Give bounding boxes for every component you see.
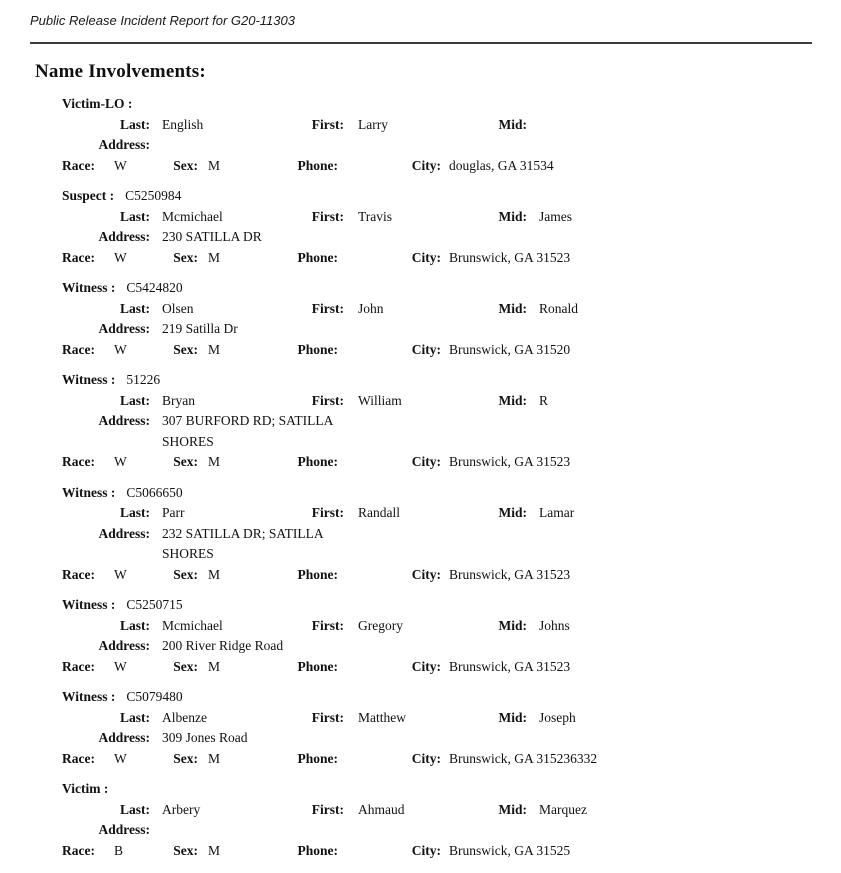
mid-value: Ronald <box>539 300 578 316</box>
first-label: First: <box>311 208 344 224</box>
role-row <box>62 483 841 504</box>
sex-label: Sex: <box>173 341 198 357</box>
city-value: Brunswick, GA 315236332 <box>449 750 598 766</box>
role-label: Witness : <box>62 689 116 704</box>
race-value: W <box>114 454 127 469</box>
person-record <box>62 483 841 586</box>
first-value: Gregory <box>358 617 403 633</box>
role-label: Witness : <box>62 280 116 295</box>
role-row <box>62 370 841 391</box>
phone-label: Phone: <box>297 249 338 265</box>
city-label: City: <box>411 157 441 173</box>
address-label: Address: <box>98 822 150 837</box>
role-label: Witness : <box>62 372 116 387</box>
address-row <box>62 411 841 452</box>
first-value: Travis <box>358 208 393 224</box>
address-label: Address: <box>98 321 150 336</box>
race-label: Race: <box>62 842 95 858</box>
city-label: City: <box>411 842 441 858</box>
name-row <box>62 207 841 228</box>
last-value: Bryan <box>162 392 195 408</box>
phone-label: Phone: <box>297 658 338 674</box>
header-divider <box>30 42 812 44</box>
last-value: Mcmichael <box>162 208 223 224</box>
city-value: Brunswick, GA 31523 <box>449 454 571 469</box>
phone-label: Phone: <box>297 842 338 858</box>
person-record <box>62 595 841 677</box>
sex-value: M <box>208 249 221 265</box>
detail-row <box>62 340 841 361</box>
sex-value: M <box>208 454 221 469</box>
city-value: Brunswick, GA 31523 <box>449 566 571 582</box>
role-label: Victim-LO : <box>62 96 133 111</box>
mid-value: Lamar <box>539 505 575 520</box>
race-label: Race: <box>62 750 95 766</box>
address-label: Address: <box>98 525 150 541</box>
address-value: 219 Satilla Dr <box>162 321 238 336</box>
last-label: Last: <box>120 300 150 316</box>
phone-label: Phone: <box>297 750 338 766</box>
sex-label: Sex: <box>173 566 198 582</box>
address-row <box>62 524 841 565</box>
person-id: C5250715 <box>126 597 183 612</box>
race-value: W <box>114 341 127 357</box>
phone-label: Phone: <box>297 157 338 173</box>
address-row <box>62 319 841 340</box>
role-row <box>62 278 841 299</box>
section-title: Name Involvements: <box>35 61 206 82</box>
race-label: Race: <box>62 454 95 469</box>
city-value: Brunswick, GA 31525 <box>449 842 571 858</box>
race-value: W <box>114 249 127 265</box>
last-label: Last: <box>120 801 150 817</box>
address-value: 230 SATILLA DR <box>162 229 262 244</box>
name-row <box>62 616 841 637</box>
person-record <box>62 370 841 473</box>
sex-label: Sex: <box>173 249 198 265</box>
mid-value: R <box>539 392 549 408</box>
person-id: C5066650 <box>126 484 183 500</box>
race-label: Race: <box>62 157 95 173</box>
last-label: Last: <box>120 208 150 224</box>
person-record <box>62 687 841 769</box>
mid-label: Mid: <box>498 505 527 520</box>
mid-label: Mid: <box>498 392 527 408</box>
role-label: Witness : <box>62 597 116 612</box>
person-id: C5079480 <box>126 689 183 704</box>
last-value: Mcmichael <box>162 617 223 633</box>
mid-value: Marquez <box>539 801 587 817</box>
address-value: 200 River Ridge Road <box>162 638 284 653</box>
mid-label: Mid: <box>498 617 527 633</box>
last-value: Parr <box>162 505 185 520</box>
role-row <box>62 687 841 708</box>
name-row <box>62 299 841 320</box>
race-label: Race: <box>62 658 95 674</box>
address-row <box>62 636 841 657</box>
sex-value: M <box>208 157 221 173</box>
sex-value: M <box>208 658 221 674</box>
sex-value: M <box>208 341 221 357</box>
last-label: Last: <box>120 505 150 520</box>
address-value: 232 SATILLA DR; SATILLA SHORES <box>162 525 323 561</box>
last-value: Arbery <box>162 801 201 817</box>
person-record <box>62 94 841 176</box>
address-row <box>62 227 841 248</box>
city-label: City: <box>411 249 441 265</box>
race-label: Race: <box>62 566 95 582</box>
sex-label: Sex: <box>173 157 198 173</box>
address-label: Address: <box>98 137 150 152</box>
sex-label: Sex: <box>173 454 198 469</box>
detail-row <box>62 841 841 862</box>
last-value: English <box>162 116 204 132</box>
sex-value: M <box>208 566 221 582</box>
role-row <box>62 595 841 616</box>
detail-row <box>62 657 841 678</box>
last-value: Albenze <box>162 709 207 725</box>
city-value: douglas, GA 31534 <box>449 157 554 173</box>
people-list <box>62 94 841 861</box>
detail-row <box>62 156 841 177</box>
race-value: W <box>114 750 127 766</box>
mid-label: Mid: <box>498 801 527 817</box>
last-label: Last: <box>120 617 150 633</box>
city-value: Brunswick, GA 31520 <box>449 341 571 357</box>
sex-value: M <box>208 842 221 858</box>
person-id: 51226 <box>126 372 161 387</box>
address-label: Address: <box>98 730 150 745</box>
detail-row <box>62 248 841 269</box>
name-row <box>62 115 841 136</box>
person-id: C5424820 <box>126 280 183 295</box>
detail-row <box>62 749 841 770</box>
phone-label: Phone: <box>297 454 338 469</box>
first-value: William <box>358 392 402 408</box>
sex-label: Sex: <box>173 658 198 674</box>
address-label: Address: <box>98 413 150 428</box>
mid-label: Mid: <box>498 709 527 725</box>
race-value: W <box>114 157 127 173</box>
city-label: City: <box>411 454 441 469</box>
sex-value: M <box>208 750 221 766</box>
city-value: Brunswick, GA 31523 <box>449 658 571 674</box>
first-label: First: <box>311 617 344 633</box>
first-label: First: <box>311 300 344 316</box>
address-row <box>62 135 841 156</box>
first-value: Randall <box>358 505 400 520</box>
race-label: Race: <box>62 341 95 357</box>
first-label: First: <box>311 116 344 132</box>
person-record <box>62 278 841 360</box>
name-row <box>62 391 841 412</box>
address-row <box>62 728 841 749</box>
mid-value: James <box>539 208 572 224</box>
name-row <box>62 800 841 821</box>
sex-label: Sex: <box>173 842 198 858</box>
race-value: B <box>114 842 124 858</box>
person-record <box>62 186 841 268</box>
city-label: City: <box>411 341 441 357</box>
detail-row <box>62 452 841 473</box>
race-value: W <box>114 658 127 674</box>
role-label: Witness : <box>62 484 116 500</box>
role-row <box>62 94 841 115</box>
person-record <box>62 779 841 861</box>
report-header-title: Public Release Incident Report for G20-11303 <box>30 13 295 28</box>
first-value: Ahmaud <box>358 801 405 817</box>
role-row <box>62 779 841 800</box>
role-row <box>62 186 841 207</box>
last-label: Last: <box>120 392 150 408</box>
city-label: City: <box>411 566 441 582</box>
last-label: Last: <box>120 116 150 132</box>
address-label: Address: <box>98 638 150 653</box>
role-label: Victim : <box>62 781 109 796</box>
first-value: Matthew <box>358 709 406 725</box>
name-row <box>62 708 841 729</box>
last-value: Olsen <box>162 300 194 316</box>
first-label: First: <box>311 505 344 520</box>
mid-label: Mid: <box>498 116 527 132</box>
detail-row <box>62 565 841 586</box>
race-value: W <box>114 566 127 582</box>
last-label: Last: <box>120 709 150 725</box>
address-value: 309 Jones Road <box>162 730 248 745</box>
mid-label: Mid: <box>498 208 527 224</box>
name-row <box>62 503 841 524</box>
race-label: Race: <box>62 249 95 265</box>
phone-label: Phone: <box>297 341 338 357</box>
city-label: City: <box>411 750 441 766</box>
first-label: First: <box>311 709 344 725</box>
sex-label: Sex: <box>173 750 198 766</box>
first-value: John <box>358 300 384 316</box>
phone-label: Phone: <box>297 566 338 582</box>
mid-value: Johns <box>539 617 570 633</box>
first-value: Larry <box>358 116 388 132</box>
person-id: C5250984 <box>125 188 182 203</box>
first-label: First: <box>311 801 344 817</box>
mid-label: Mid: <box>498 300 527 316</box>
mid-value: Joseph <box>539 709 576 725</box>
role-label: Suspect : <box>62 188 115 203</box>
first-label: First: <box>311 392 344 408</box>
city-value: Brunswick, GA 31523 <box>449 249 571 265</box>
city-label: City: <box>411 658 441 674</box>
address-value: 307 BURFORD RD; SATILLA SHORES <box>162 413 333 449</box>
address-row <box>62 820 841 841</box>
address-label: Address: <box>98 229 150 244</box>
